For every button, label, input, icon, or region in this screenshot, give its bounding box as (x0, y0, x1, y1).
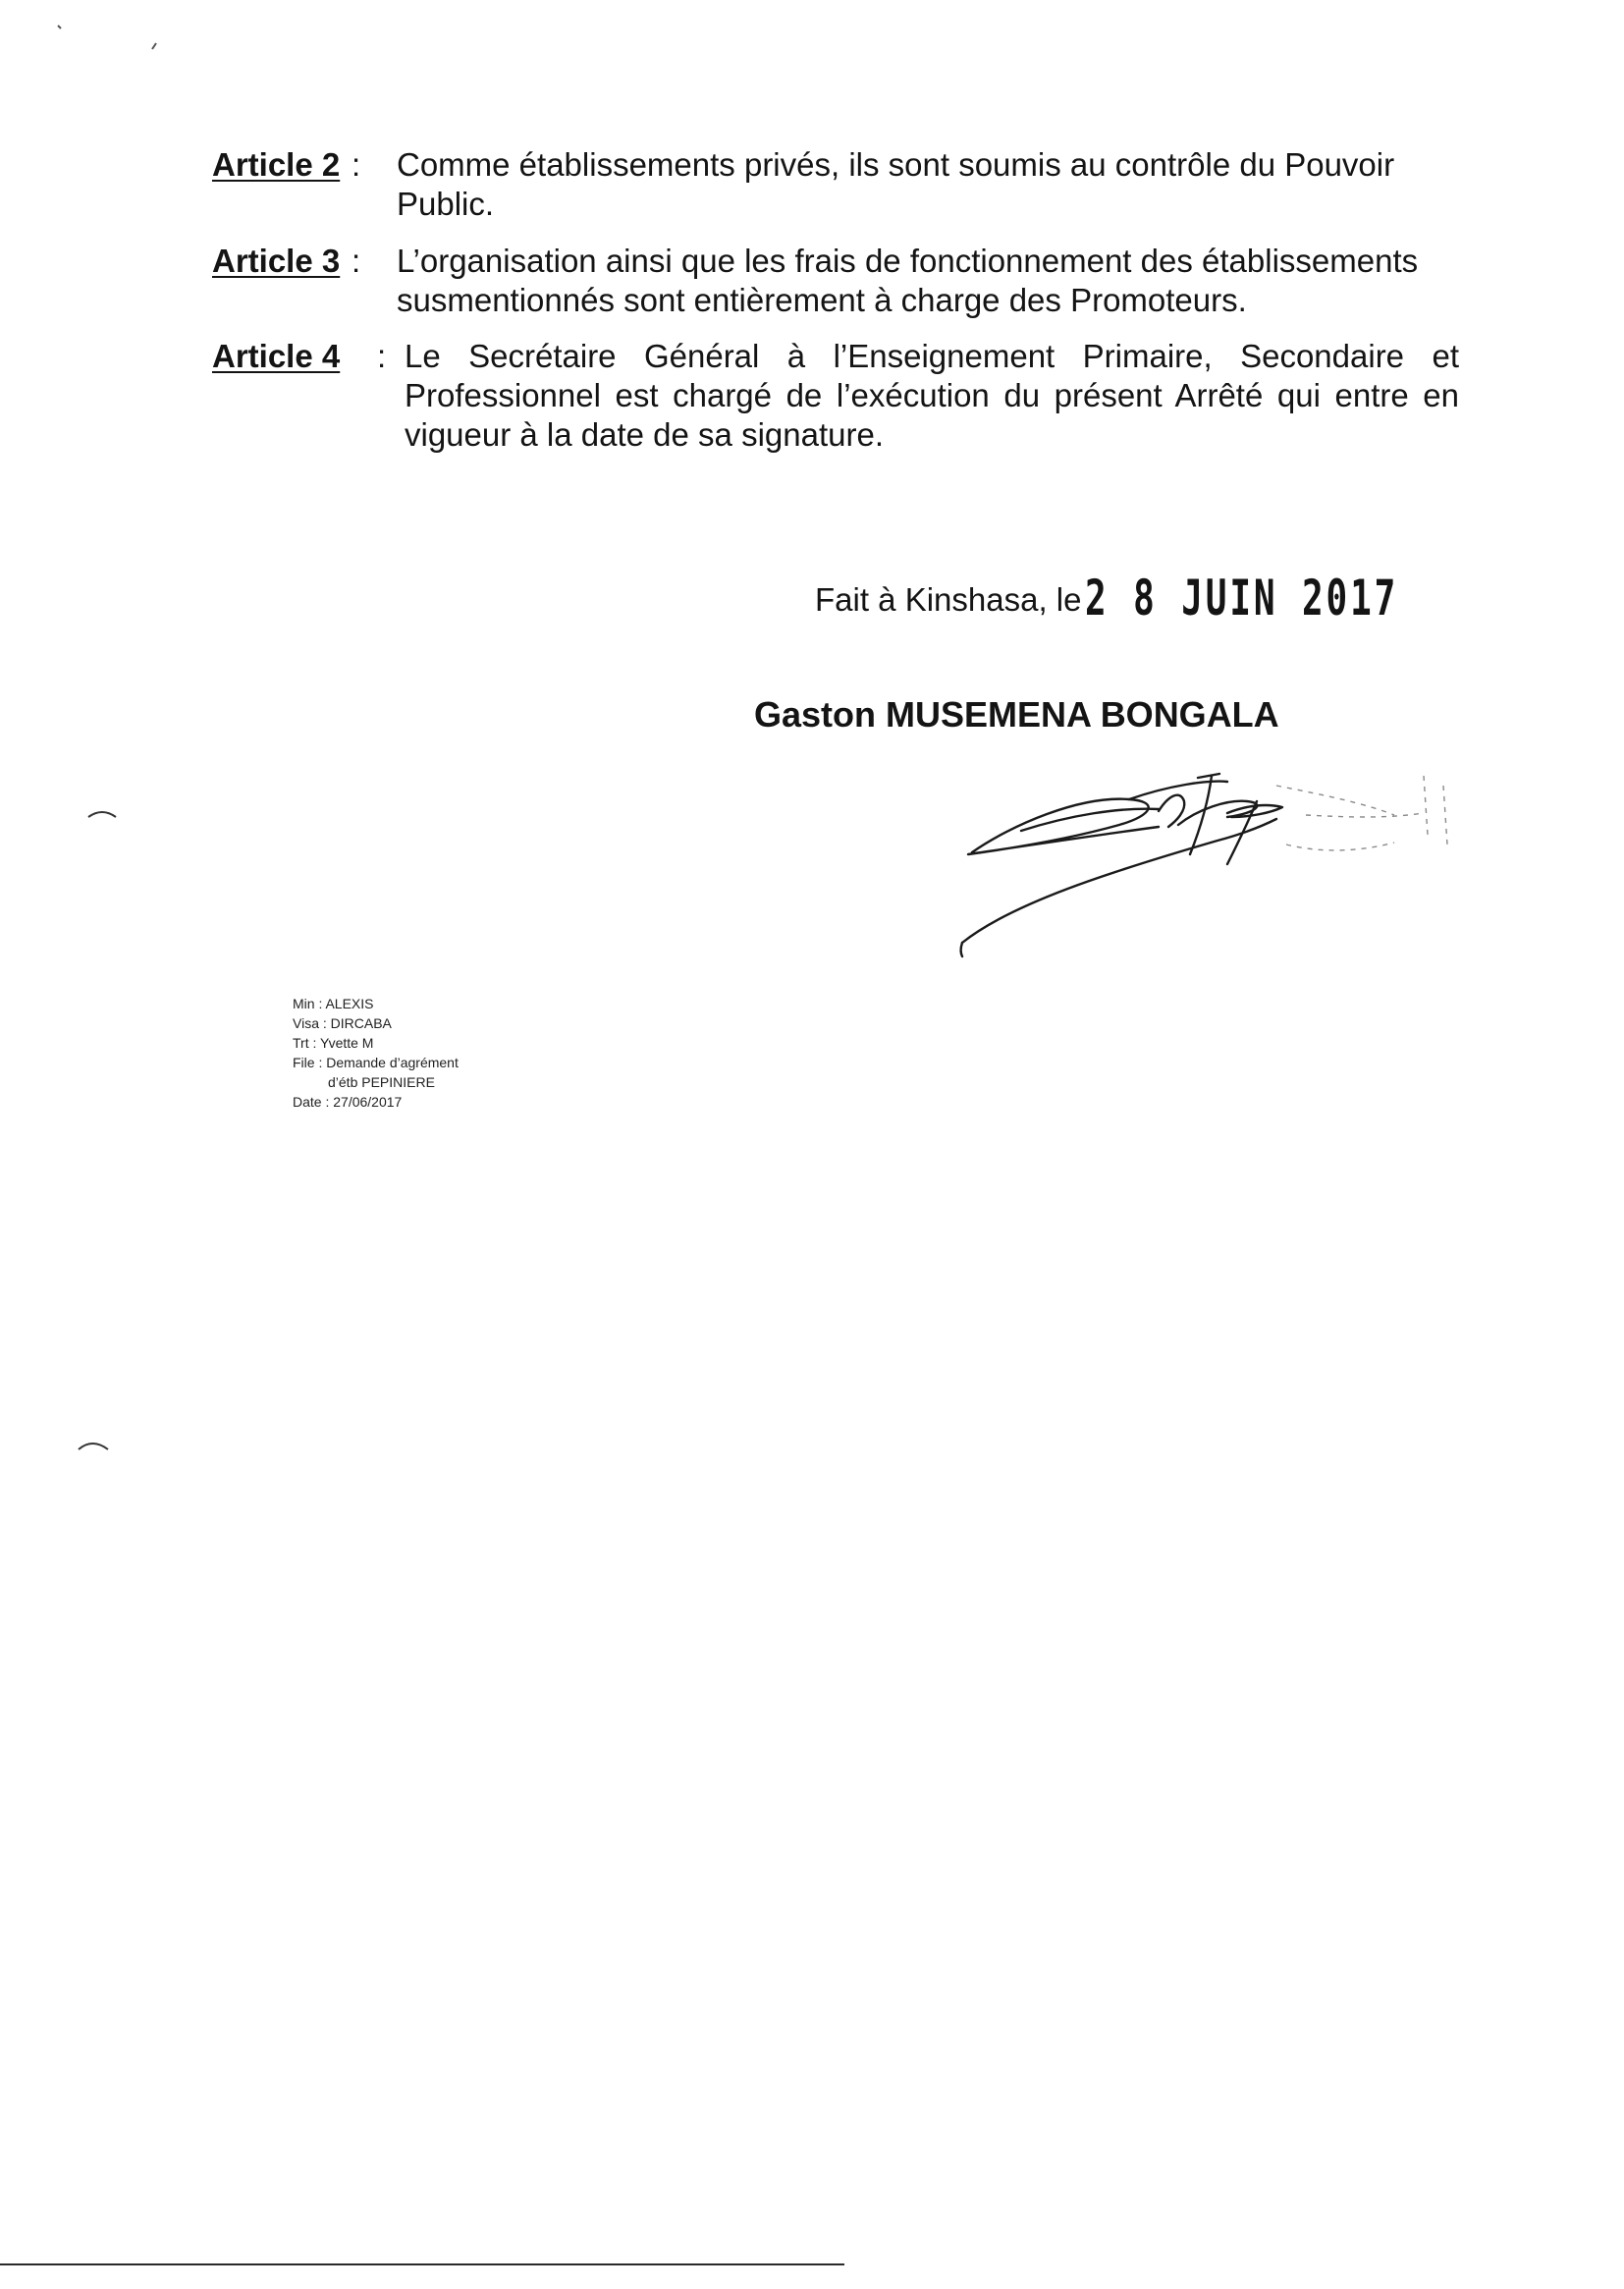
handwritten-signature (933, 756, 1483, 972)
margin-tick-mark (84, 805, 124, 825)
bottom-rule (0, 2263, 844, 2265)
ref-file: File : Demande d’agrément (293, 1055, 459, 1070)
article-label: Article 4 (212, 338, 341, 374)
reference-block (293, 994, 459, 1112)
article-colon: : (377, 338, 387, 374)
place-text: Fait à Kinshasa, le (815, 581, 1082, 618)
article-text: L’organisation ainsi que les frais de fonctionnement des établissements susmentionnés sont entièrement à charge des Promoteurs. (397, 243, 1419, 318)
article-colon: : (352, 146, 361, 183)
article-text: Le Secrétaire Général à l’Enseignement Primaire, Secondaire et Professionnel est chargé de l’exécution du présent Arrêté qui entre en vigueur à la date de sa signature. (405, 338, 1459, 453)
scan-speck-mark (54, 20, 172, 59)
signatory-name: Gaston MUSEMENA BONGALA (754, 694, 1279, 735)
article-text: Comme établissements privés, ils sont soumis au contrôle du Pouvoir Public. (397, 146, 1395, 222)
article-label: Article 2 (212, 146, 341, 183)
ref-file-continued: d’étb PEPINIERE (328, 1074, 435, 1090)
article-label: Article 3 (212, 243, 341, 279)
article-colon: : (352, 243, 361, 279)
ref-visa: Visa : DIRCABA (293, 1015, 392, 1031)
ref-date: Date : 27/06/2017 (293, 1094, 403, 1110)
date-stamp: 2 8 JUIN 2017 (1085, 570, 1399, 627)
margin-tick-mark (75, 1436, 114, 1455)
ref-min: Min : ALEXIS (293, 996, 374, 1011)
ref-trt: Trt : Yvette M (293, 1035, 374, 1051)
place-date-line (815, 570, 1521, 627)
